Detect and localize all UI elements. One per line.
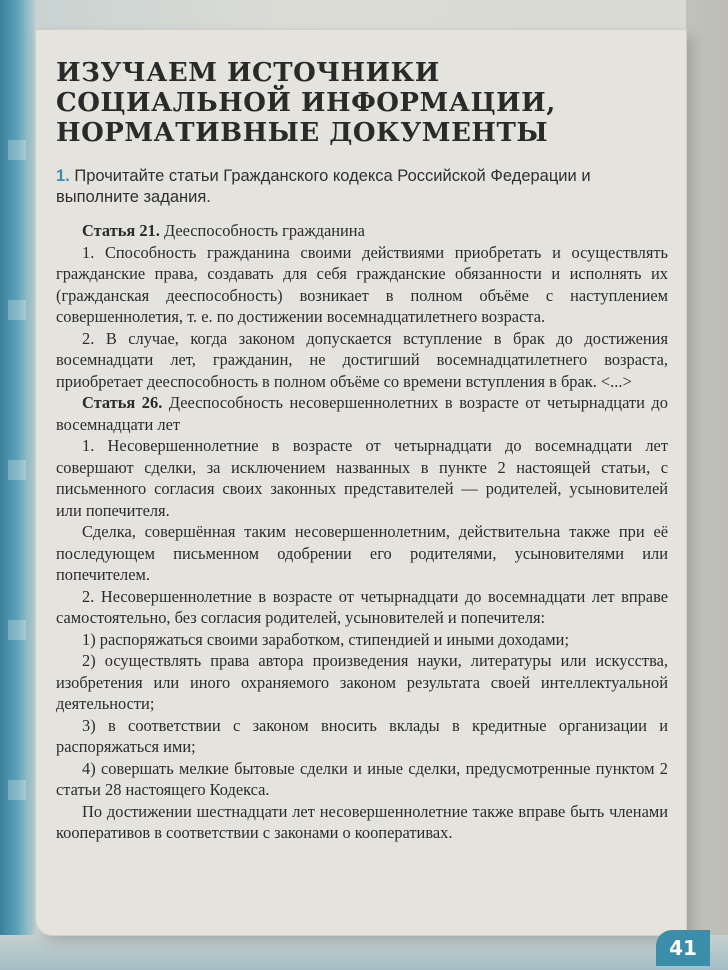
- article-26-title: Дееспособность несовершеннолетних в возрасте от четырнадцати до восемнадцати лет: [56, 393, 668, 434]
- article-26-paragraph: 1. Несовершеннолетние в возрасте от четырнадцати до восемнадцати лет совершают сделки, за исключением названных в пункте 2 настоящей статьи, с письменного согласия своих законных представителей — родителей, усыновителей или попечителя.: [56, 436, 668, 520]
- edge-mark: [8, 140, 26, 160]
- article-26-paragraph: По достижении шестнадцати лет несовершеннолетние также вправе быть членами кооперативов в соответствии с законами о кооперативах.: [56, 801, 668, 842]
- edge-mark: [8, 780, 26, 800]
- article-26-heading: [56, 392, 668, 435]
- article-26-label: Статья 26.: [82, 393, 163, 412]
- article-21-heading: [56, 220, 668, 242]
- article-26-paragraph: 2. Несовершеннолетние в возрасте от четырнадцати до восемнадцати лет вправе самостоятельно, без согласия родителей, усыновителей и попечителя:: [56, 586, 668, 627]
- task-instruction: [56, 166, 668, 208]
- page-number: 41: [669, 936, 697, 960]
- article-26-list-item: 4) совершать мелкие бытовые сделки и иные сделки, предусмотренные пунктом 2 статьи 28 настоящего Кодекса.: [56, 758, 668, 799]
- article-26-list-item: 1) распоряжаться своими заработком, стипендией и иными доходами;: [82, 629, 569, 649]
- bottom-margin: [0, 935, 728, 970]
- task-number: 1.: [56, 167, 70, 185]
- previous-page-edge: [0, 0, 30, 970]
- article-26-list-item: 3) в соответствии с законом вносить вклады в кредитные организации и распоряжаться ими;: [56, 715, 668, 756]
- task-text: Прочитайте статьи Гражданского кодекса Российской Федерации и выполните задания.: [56, 167, 591, 206]
- article-26-list-item: 2) осуществлять права автора произведения науки, литературы или искусства, изобретения или иного охраняемого законом результата своей интеллектуальной деятельности;: [56, 651, 668, 713]
- article-21-title: Дееспособность гражданина: [163, 221, 365, 240]
- edge-mark: [8, 460, 26, 480]
- page-number-badge: [656, 930, 710, 966]
- edge-mark: [8, 620, 26, 640]
- title-line: ИЗУЧАЕМ ИСТОЧНИКИ: [56, 58, 440, 88]
- article-26-paragraph: Сделка, совершённая таким несовершеннолетним, действительна также при её последующем письменном одобрении его родителями, усыновителями или попечителем.: [56, 522, 668, 584]
- article-21-label: Статья 21.: [82, 221, 160, 240]
- title-line: СОЦИАЛЬНОЙ ИНФОРМАЦИИ,: [56, 88, 556, 118]
- edge-mark: [8, 300, 26, 320]
- section-title: [56, 58, 668, 148]
- title-line: НОРМАТИВНЫЕ ДОКУМЕНТЫ: [56, 118, 549, 148]
- article-21-paragraph: 1. Способность гражданина своими действиями приобретать и осуществлять гражданские права, создавать для себя гражданские обязанности и исполнять их (гражданская дееспособность) возникает в полном объёме с наступлением совершеннолетия, т. е. по достижении восемнадцатилетнего возраста.: [56, 242, 668, 326]
- article-21-paragraph: 2. В случае, когда законом допускается вступление в брак до достижения восемнадцати лет, гражданин, не достигший восемнадцатилетнего возраста, приобретает дееспособность в полном объёме со времени вступления в брак. <...>: [56, 328, 668, 391]
- legal-text: [56, 220, 668, 844]
- next-page-edge: [686, 0, 728, 970]
- page-content: [56, 58, 668, 844]
